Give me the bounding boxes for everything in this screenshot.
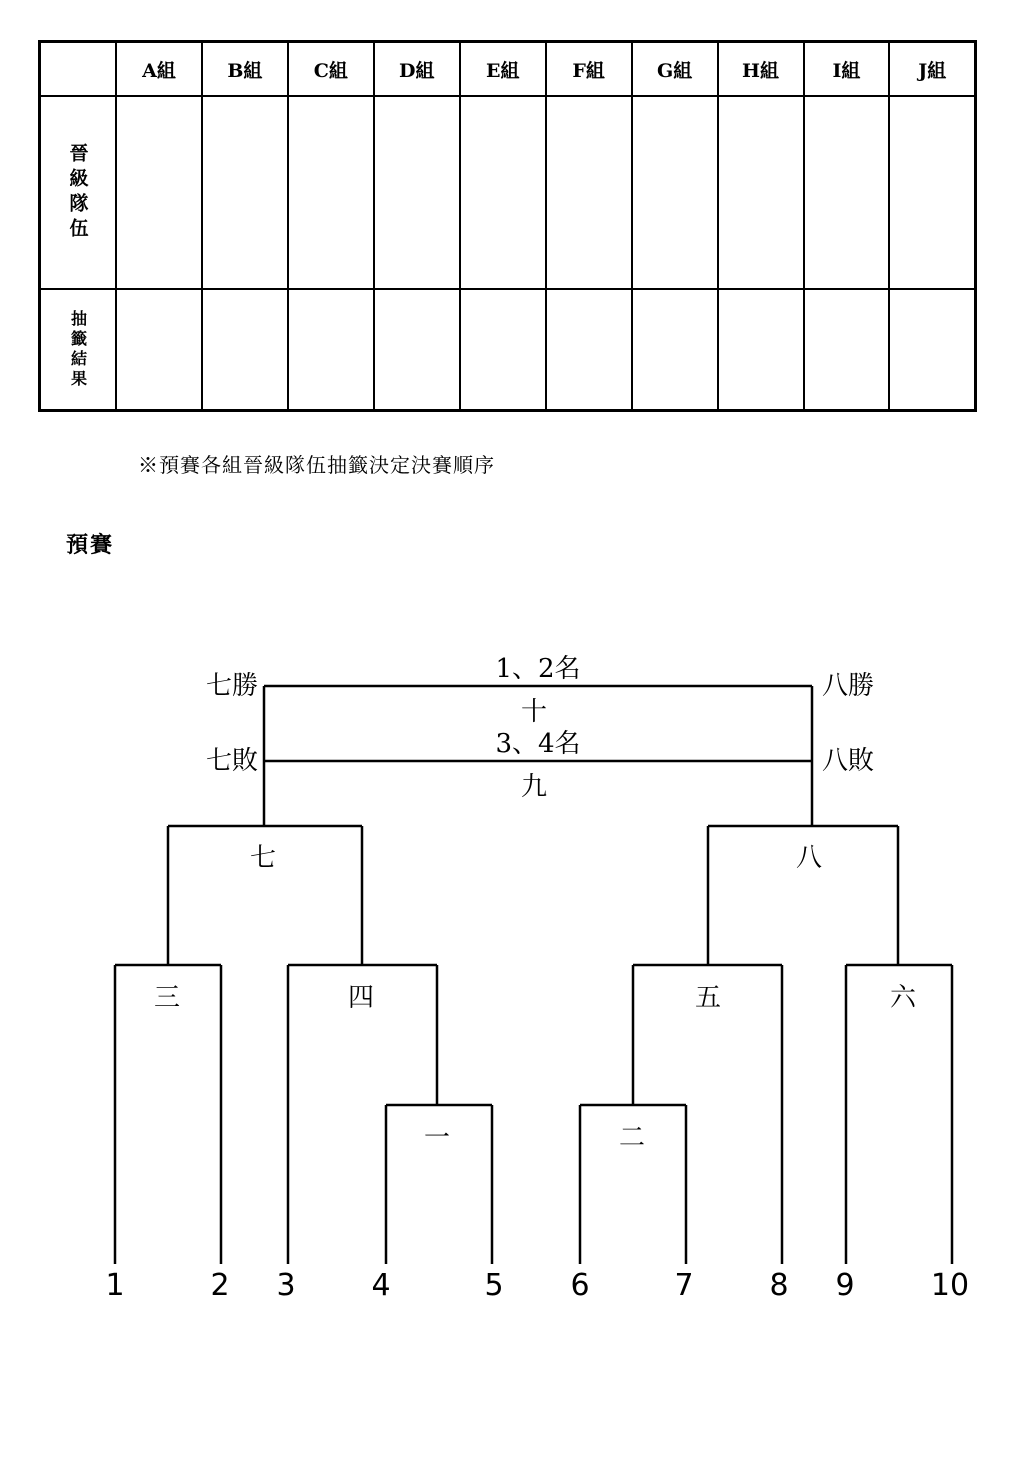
seed-3-number: 3 <box>276 1268 296 1303</box>
header-group-f: F組 <box>546 42 632 97</box>
match-2-label: 二 <box>618 1123 646 1153</box>
seed-1-number: 1 <box>105 1268 125 1303</box>
final-top-label: 1、2名 <box>495 654 581 684</box>
seed-4-number: 4 <box>371 1268 391 1303</box>
header-group-a: A組 <box>116 42 202 97</box>
match-5-label: 五 <box>694 983 722 1013</box>
match-8-label: 八 <box>795 843 823 873</box>
draw-note: ※預賽各組晉級隊伍抽籤決定決賽順序 <box>138 453 495 477</box>
header-group-i: I組 <box>804 42 890 97</box>
header-group-g: G組 <box>632 42 718 97</box>
match-1-label: 一 <box>423 1123 451 1153</box>
header-group-d: D組 <box>374 42 460 97</box>
seed-9-number: 9 <box>835 1268 855 1303</box>
seed-5-number: 5 <box>484 1268 504 1303</box>
match-3-label: 三 <box>153 983 181 1013</box>
final-bottom-label: 3、4名 <box>495 729 581 759</box>
seed-7-number: 7 <box>674 1268 694 1303</box>
header-group-c: C組 <box>288 42 374 97</box>
match-9-label: 九 <box>520 772 548 802</box>
right-win-label: 八勝 <box>822 671 875 701</box>
seed-8-number: 8 <box>769 1268 789 1303</box>
match-10-label: 十 <box>520 697 548 727</box>
match-6-label: 六 <box>889 983 917 1013</box>
match-4-label: 四 <box>347 983 375 1013</box>
seed-6-number: 6 <box>570 1268 590 1303</box>
header-group-h: H組 <box>718 42 804 97</box>
right-lose-label: 八敗 <box>822 746 875 776</box>
left-win-label: 七勝 <box>205 671 258 701</box>
draw-result-label: 抽籤結果 <box>68 309 88 390</box>
seed-2-number: 2 <box>210 1268 230 1303</box>
advancing-teams-label: 晉級隊伍 <box>66 142 89 243</box>
match-7-label: 七 <box>249 843 277 873</box>
header-group-j: J組 <box>889 42 975 97</box>
left-lose-label: 七敗 <box>205 746 258 776</box>
seed-10-number: 10 <box>930 1268 970 1303</box>
header-group-b: B組 <box>202 42 288 97</box>
header-group-e: E組 <box>460 42 546 97</box>
section-title: 預賽 <box>66 532 115 558</box>
